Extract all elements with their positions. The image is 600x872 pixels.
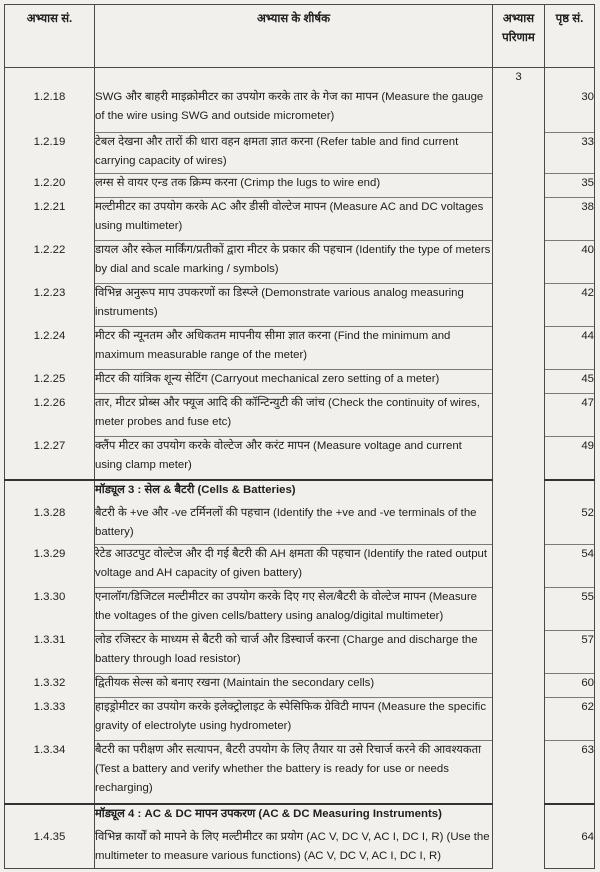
- exercise-page: 33: [545, 133, 595, 174]
- exercise-no: 1.2.22: [5, 241, 95, 284]
- exercise-title: मीटर की न्यूनतम और अधिकतम मापनीय सीमा ज्ञात करना (Find the minimum and maximum measurable range of the meter): [95, 327, 493, 370]
- exercise-page: 45: [545, 370, 595, 394]
- exercise-page: 54: [545, 545, 595, 588]
- exercise-title: हाइड्रोमीटर का उपयोग करके इलेक्ट्रोलाइट के स्पेसिफिक ग्रेविटी मापन (Measure the specific gravity of electrolyte using hydrometer): [95, 698, 493, 741]
- spacer-row: [5, 68, 595, 88]
- exercise-title: टेबल देखना और तारों की धारा वहन क्षमता ज्ञात करना (Refer table and find current carrying capacity of wires): [95, 133, 493, 174]
- exercise-title: क्लैंप मीटर का उपयोग करके वोल्टेज और करंट मापन (Measure voltage and current using clamp meter): [95, 437, 493, 480]
- module-title: मॉड्यूल 4 : AC & DC मापन उपकरण (AC & DC Measuring Instruments): [95, 804, 493, 828]
- exercise-no: 1.2.20: [5, 174, 95, 198]
- module-title: मॉड्यूल 3 : सेल & बैटरी (Cells & Batteries): [95, 480, 493, 504]
- exercise-page: 55: [545, 588, 595, 631]
- exercise-no: 1.2.25: [5, 370, 95, 394]
- exercise-no: 1.3.29: [5, 545, 95, 588]
- exercise-page: 40: [545, 241, 595, 284]
- exercise-title: बैटरी का परीक्षण और सत्यापन, बैटरी उपयोग के लिए तैयार या उसे रिचार्ज करने की आवश्यकता (Test a battery and verify whether the battery is ready for use or needs recharging): [95, 741, 493, 804]
- exercise-no: 1.2.23: [5, 284, 95, 327]
- exercise-no: 1.3.31: [5, 631, 95, 674]
- exercise-title: लग्स से वायर एन्ड तक क्रिम्प करना (Crimp the lugs to wire end): [95, 174, 493, 198]
- exercise-title: मल्टीमीटर का उपयोग करके AC और डीसी वोल्टेज मापन (Measure AC and DC voltages using multimeter): [95, 198, 493, 241]
- exercise-title: मीटर की यांत्रिक शून्य सेटिंग (Carryout mechanical zero setting of a meter): [95, 370, 493, 394]
- exercise-page: 38: [545, 198, 595, 241]
- exercise-no: 1.2.27: [5, 437, 95, 480]
- exercise-title: विभिन्न अनुरूप माप उपकरणों का डिस्प्ले (Demonstrate various analog measuring instruments): [95, 284, 493, 327]
- exercise-title: तार, मीटर प्रोब्स और फ्यूज आदि की कॉन्टिन्युटी की जांच (Check the continuity of wires, meter probes and fuse etc): [95, 394, 493, 437]
- exercise-page: 49: [545, 437, 595, 480]
- header-page-no: पृष्ठ सं.: [545, 5, 595, 68]
- exercise-title: लोड रजिस्टर के माध्यम से बैटरी को चार्ज और डिस्चार्ज करना (Charge and discharge the battery through load resistor): [95, 631, 493, 674]
- toc-table: [4, 4, 595, 869]
- exercise-title: रेटेड आउटपुट वोल्टेज और दी गई बैटरी की AH क्षमता की पहचान (Identify the rated output voltage and AH capacity of given battery): [95, 545, 493, 588]
- exercise-no: 1.3.33: [5, 698, 95, 741]
- exercise-page: 63: [545, 741, 595, 804]
- exercise-no: 1.2.18: [5, 88, 95, 133]
- exercise-page: 60: [545, 674, 595, 698]
- exercise-title: द्वितीयक सेल्स को बनाए रखना (Maintain the secondary cells): [95, 674, 493, 698]
- exercise-no: 1.2.19: [5, 133, 95, 174]
- exercise-no: 1.2.21: [5, 198, 95, 241]
- exercise-title: विभिन्न कार्यों को मापने के लिए मल्टीमीटर का प्रयोग (AC V, DC V, AC I, DC I, R) (Use the multimeter to measure various functions) (AC V, DC V, AC I, DC I, R): [95, 828, 493, 869]
- exercise-no: 1.3.28: [5, 504, 95, 545]
- exercise-no: 1.2.26: [5, 394, 95, 437]
- exercise-page: 35: [545, 174, 595, 198]
- exercise-page: 42: [545, 284, 595, 327]
- exercise-no: 1.3.30: [5, 588, 95, 631]
- exercise-page: 47: [545, 394, 595, 437]
- exercise-title: डायल और स्केल मार्किंग/प्रतीकों द्वारा मीटर के प्रकार की पहचान (Identify the type of meters by dial and scale marking / symbols): [95, 241, 493, 284]
- exercise-title: एनालॉग/डिजिटल मल्टीमीटर का उपयोग करके दिए गए सेल/बैटरी के वोल्टेज मापन (Measure the voltages of the given cells/battery using analog/digital multimeter): [95, 588, 493, 631]
- exercise-no: 1.3.32: [5, 674, 95, 698]
- exercise-page: 57: [545, 631, 595, 674]
- exercise-page: 62: [545, 698, 595, 741]
- exercise-title: SWG और बाहरी माइक्रोमीटर का उपयोग करके तार के गेज का मापन (Measure the gauge of the wire using SWG and outside micrometer): [95, 88, 493, 133]
- exercise-title: बैटरी के +ve और -ve टर्मिनलों की पहचान (Identify the +ve and -ve terminals of the battery): [95, 504, 493, 545]
- exercise-page: 64: [545, 828, 595, 869]
- exercise-no: 1.2.24: [5, 327, 95, 370]
- header-exercise-title: अभ्यास के शीर्षक: [95, 5, 493, 68]
- result-value: 3: [515, 71, 522, 83]
- exercise-no: 1.3.34: [5, 741, 95, 804]
- result-cell: [493, 68, 545, 869]
- exercise-no: 1.4.35: [5, 828, 95, 869]
- header-exercise-result: अभ्यास परिणाम: [493, 5, 545, 68]
- header-row: [5, 5, 595, 68]
- exercise-page: 44: [545, 327, 595, 370]
- exercise-page: 30: [545, 88, 595, 133]
- exercise-page: 52: [545, 504, 595, 545]
- header-exercise-no: अभ्यास सं.: [5, 5, 95, 68]
